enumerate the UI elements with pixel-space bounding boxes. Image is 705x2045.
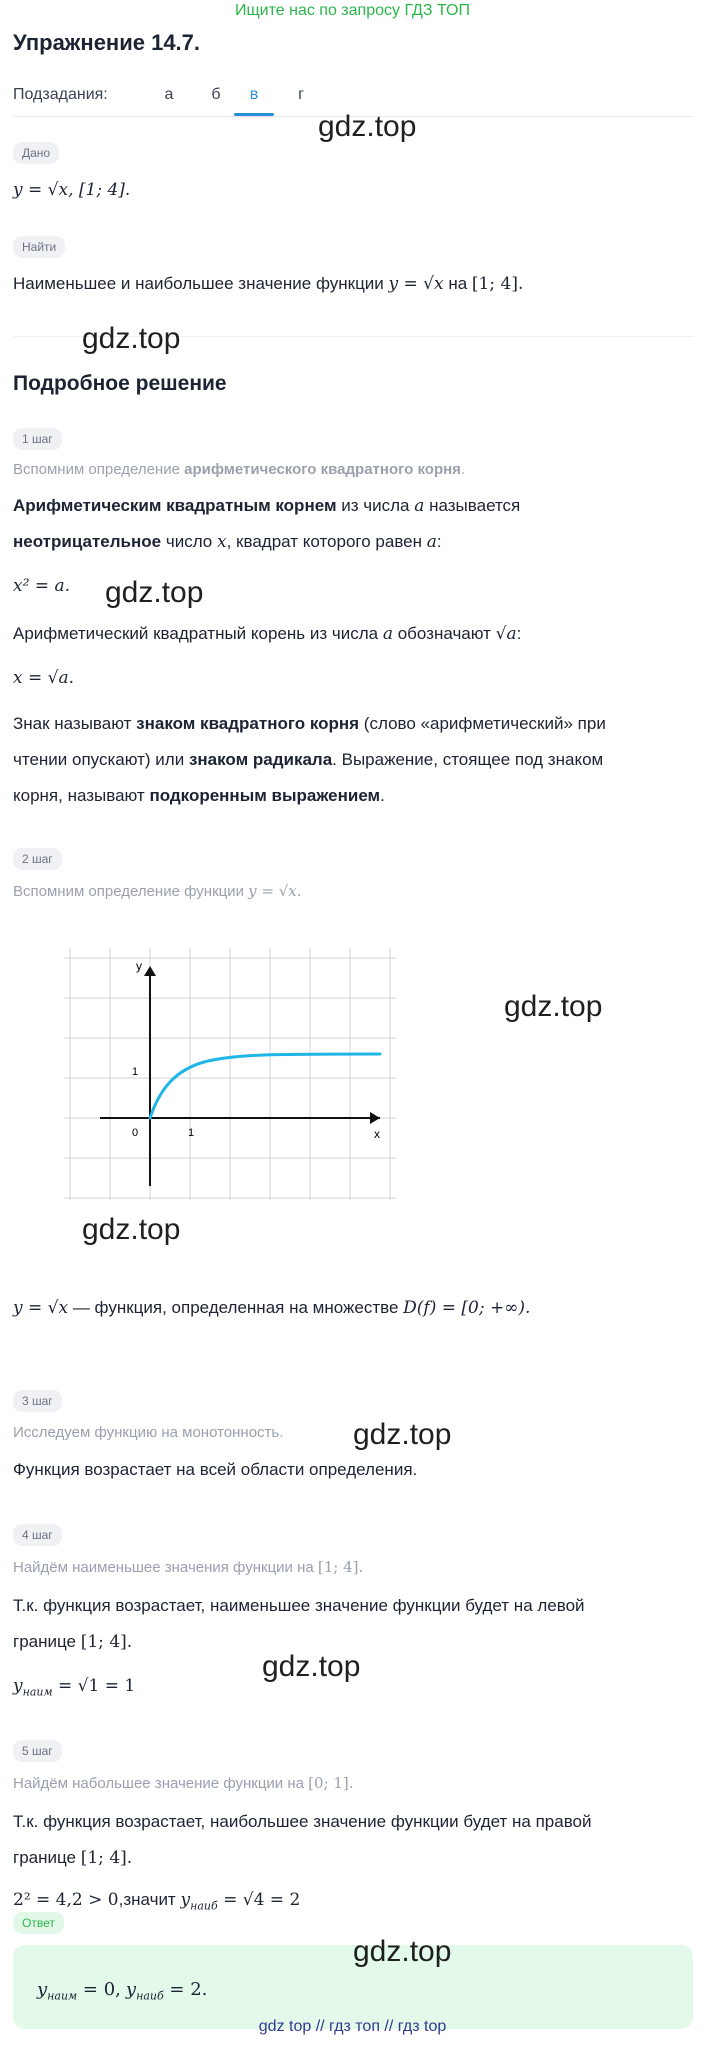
x-axis-arrow [370,1112,380,1124]
origin-label: 0 [132,1127,139,1139]
answer-chip: Ответ [13,1912,64,1934]
watermark: gdz.top [82,322,181,355]
graph-grid [64,948,396,1200]
search-banner: Ищите нас по запросу ГДЗ ТОП [235,2,470,19]
tab-g[interactable]: г [298,86,304,103]
step1-hint: Вспомним определение арифметического квадратного корня. [13,461,466,478]
step3-chip: 3 шаг [13,1390,62,1412]
step4-hint: Найдём наименьшее значения функции на [1; 4]. [13,1558,364,1576]
step3-text: Функция возрастает на всей области определения. [13,1460,418,1479]
sqrt-function-graph [64,948,404,1204]
y-axis-label: y [136,959,142,973]
exercise-title: Упражнение 14.7. [13,30,201,55]
y-axis-arrow [144,966,156,976]
tab-a[interactable]: а [164,86,174,103]
step2-line: y = √x — функция, определенная на множестве D(f) = [0; +∞). [13,1298,531,1318]
step1-line2: неотрицательное число x, квадрат которого равен a: [13,532,442,552]
y-tick-label: 1 [132,1066,139,1078]
watermark: gdz.top [318,110,417,143]
footer-links[interactable]: gdz top // гдз топ // гдз top [258,2018,447,2035]
step2-chip: 2 шаг [13,848,62,870]
step1-line3: Арифметический квадратный корень из числа a обозначают √a: [13,624,522,644]
step1-chip: 1 шаг [13,428,62,450]
sqrt-curve [150,1054,380,1118]
find-text: Наименьшее и наибольшее значение функции y = √x на [1; 4]. [13,274,524,294]
step5-line2: границе [1; 4]. [13,1848,133,1868]
x-axis-label: x [374,1127,380,1141]
step4-equation: $y_{наим} = √1 = 1$ [13,1676,136,1699]
step4-line1: Т.к. функция возрастает, наименьшее значение функции будет на левой [13,1596,585,1615]
watermark: gdz.top [82,1213,181,1246]
step5-line1: Т.к. функция возрастает, наибольшее значение функции будет на правой [13,1812,592,1831]
watermark: gdz.top [105,576,204,609]
step5-equation: 2² = 4,2 > 0,значит $y_{наиб} = √4 = 2$ [13,1890,301,1913]
step3-hint: Исследуем функцию на монотонность. [13,1424,284,1441]
step1-line1: Арифметическим квадратным корнем из числа a называется [13,496,521,516]
given-chip: Дано [13,142,59,164]
step1-para-line1: Знак называют знаком квадратного корня (слово «арифметический» при [13,714,606,733]
tab-v[interactable]: в [249,86,259,103]
watermark: gdz.top [353,1935,452,1968]
step1-eq2: x = √a. [13,668,75,688]
x-tick-label: 1 [188,1127,195,1139]
watermark: gdz.top [353,1418,452,1451]
find-chip: Найти [13,236,65,258]
step1-para-line2: чтении опускают) или знаком радикала. Выражение, стоящее под знаком [13,750,604,769]
solution-title: Подробное решение [13,372,227,395]
watermark: gdz.top [262,1650,361,1683]
step1-eq1: x² = a. [13,576,70,596]
watermark: gdz.top [504,990,603,1023]
step4-chip: 4 шаг [13,1524,62,1546]
step5-hint: Найдём набольшее значение функции на [0; 1]. [13,1774,354,1792]
step4-line2: границе [1; 4]. [13,1632,133,1652]
step2-hint: Вспомним определение функции y = √x. [13,882,302,900]
step5-chip: 5 шаг [13,1740,62,1762]
subtasks-label: Подзадания: [13,86,108,103]
tab-b[interactable]: б [211,86,221,103]
answer-text: $y_{наим} = 0$, $y_{наиб} = 2$. [37,1979,208,2003]
active-tab-indicator [234,113,274,116]
given-formula: y = √x, [1; 4]. [13,180,131,200]
step1-para-line3: корня, называют подкоренным выражением. [13,786,385,805]
